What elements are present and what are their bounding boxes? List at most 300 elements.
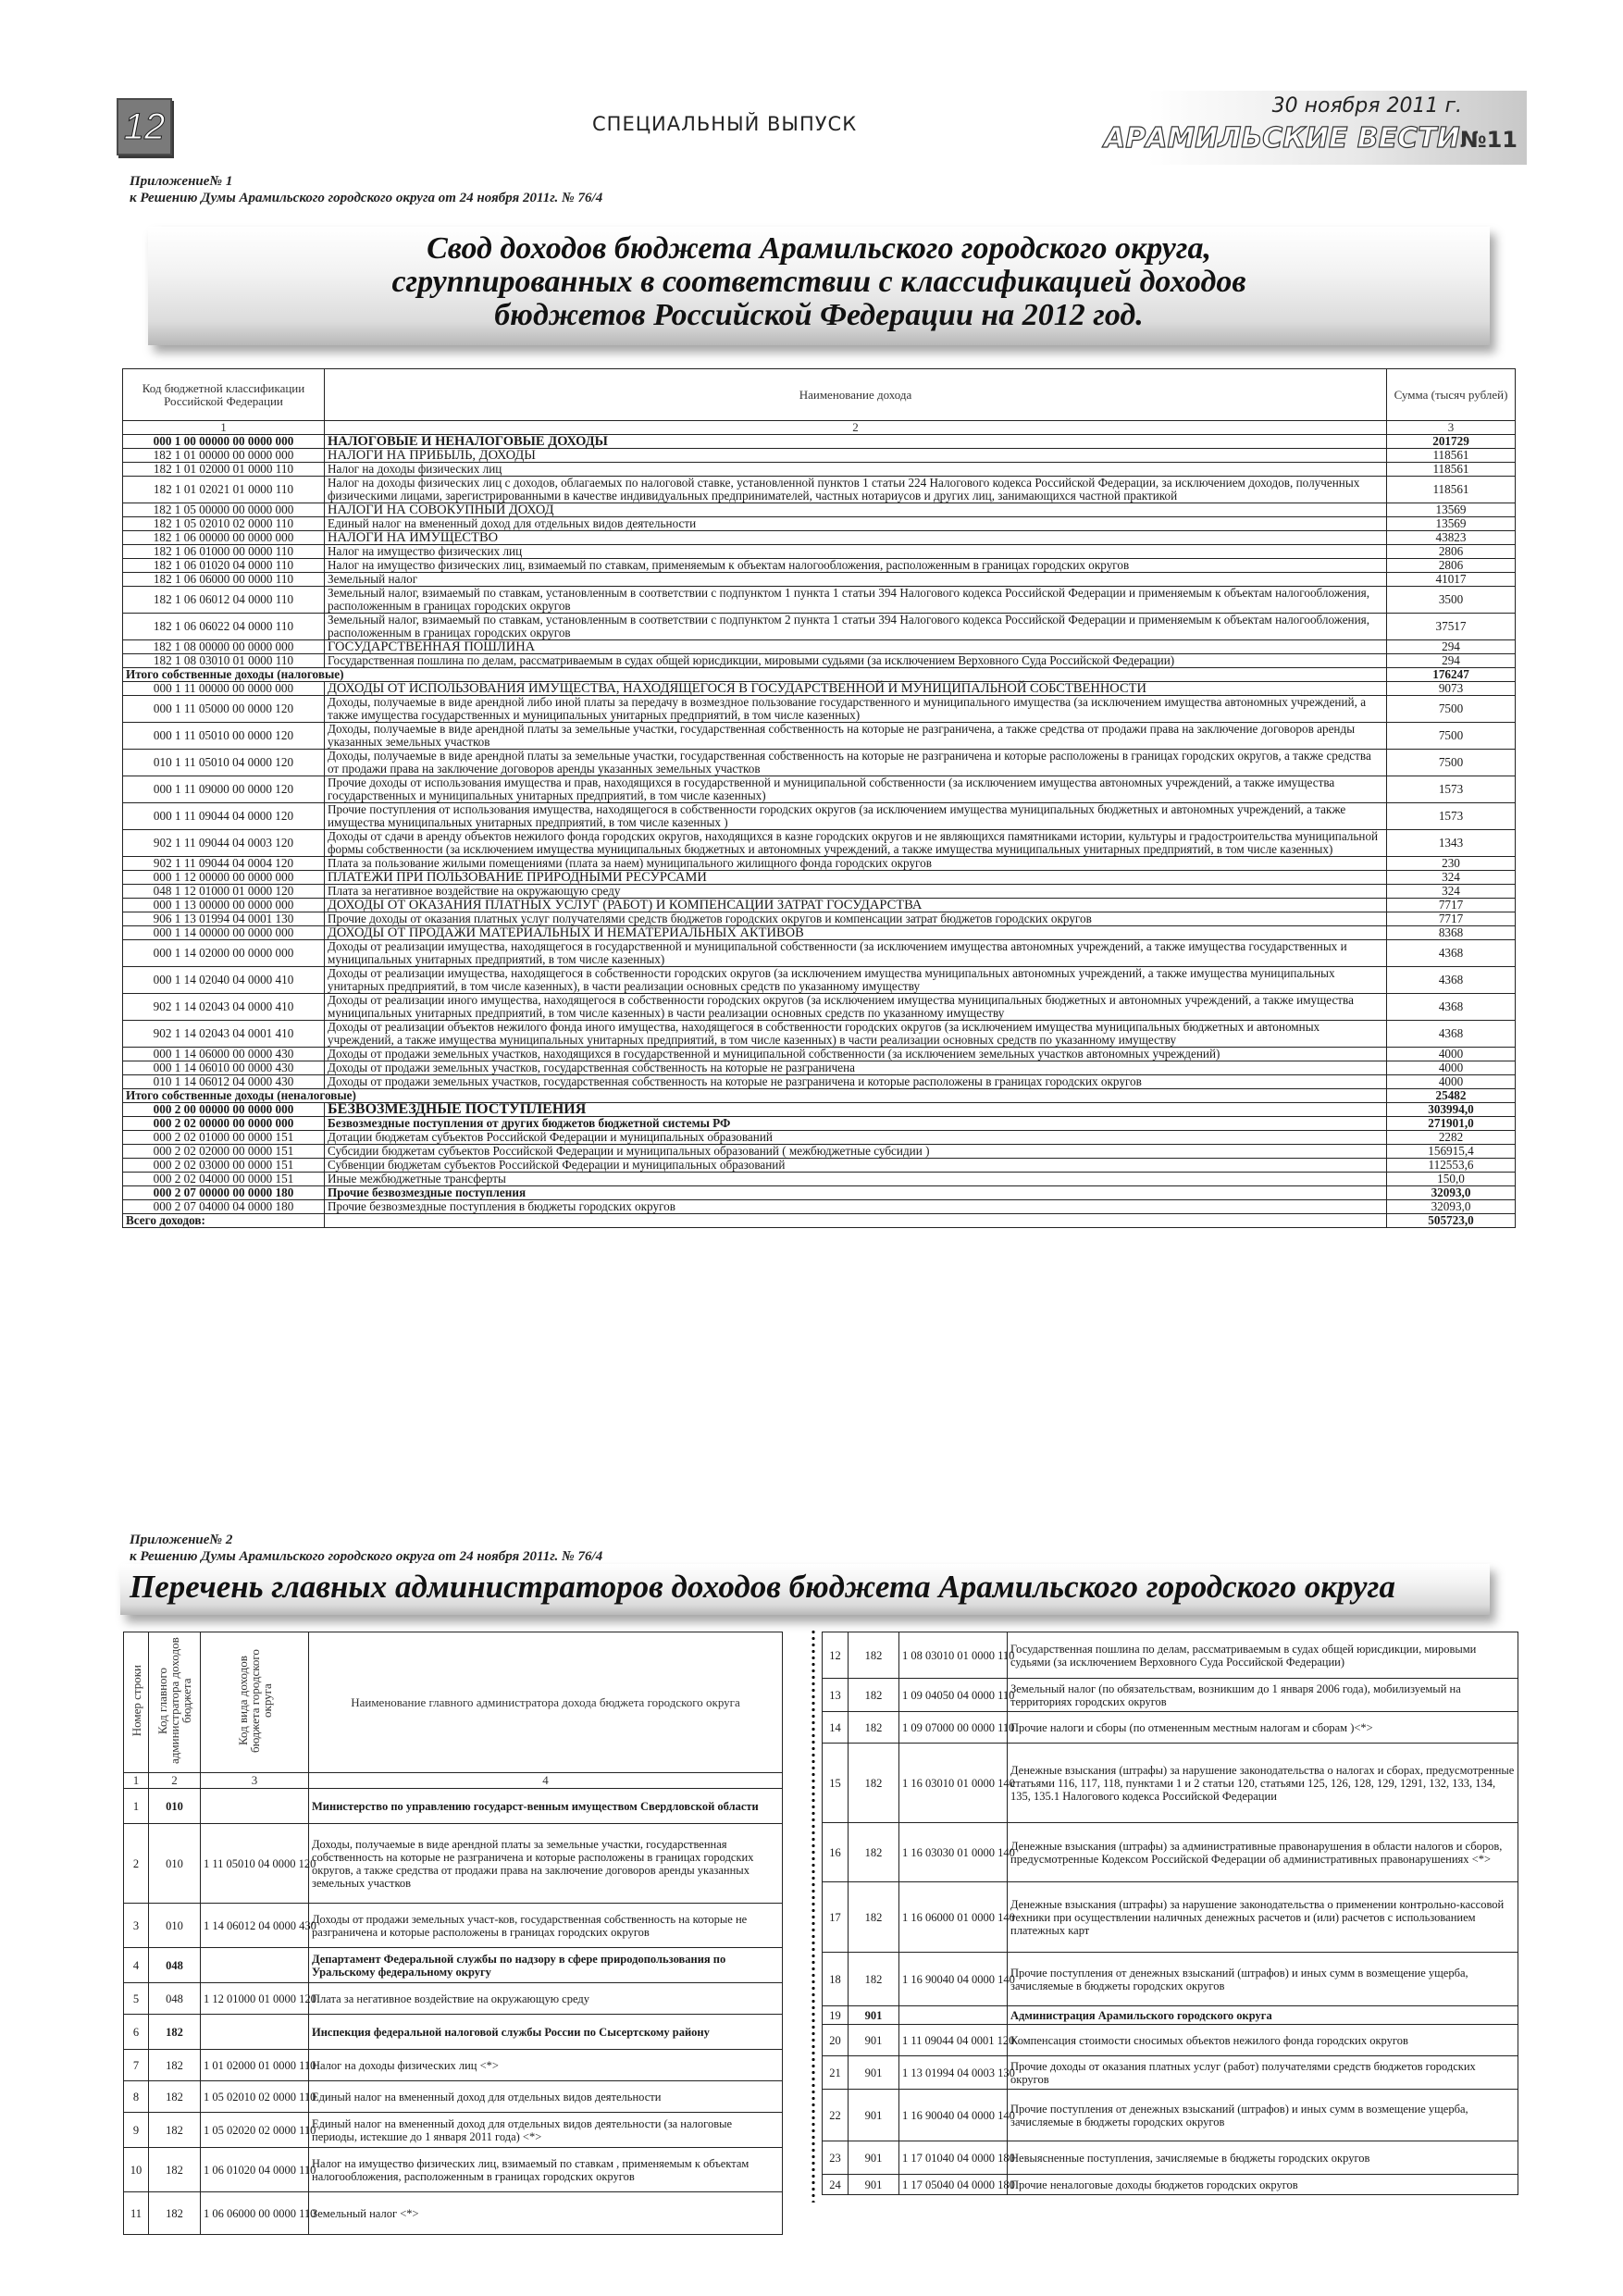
table-row	[124, 1983, 783, 2015]
income-summary-table	[122, 368, 1516, 1228]
row-code: 000 1 12 00000 00 0000 000	[123, 871, 325, 885]
row-amount: 118561	[1387, 463, 1516, 477]
row-number: 11	[124, 2192, 149, 2235]
row-admin-name: Прочие поступления от денежных взысканий (штрафов) и иных сумм в возмещение ущерба, зачисляемые в бюджеты городских округов	[1008, 2090, 1518, 2141]
row-number: 20	[823, 2025, 849, 2056]
row-admin-code: 901	[849, 2175, 899, 2195]
row-number: 12	[823, 1632, 849, 1679]
row-amount: 4368	[1387, 994, 1516, 1021]
title-line: сгруппированных в соответствии с классификацией доходов	[391, 265, 1246, 299]
row-admin-name: Администрация Арамильского городского округа	[1008, 2006, 1518, 2025]
row-income-code: 1 11 05010 04 0000 120	[201, 1824, 309, 1904]
row-admin-name: Департамент Федеральной службы по надзору в сфере природопользования по Уральскому федеральному округу	[309, 1948, 783, 1983]
column-header-income-code: Код вида доходов бюджета городского округа	[201, 1632, 309, 1773]
row-amount: 150,0	[1387, 1173, 1516, 1186]
row-amount: 294	[1387, 654, 1516, 668]
row-income-code: 1 05 02020 02 0000 110	[201, 2113, 309, 2148]
column-header-row-number: Номер строки	[124, 1632, 149, 1773]
administrators-table-right	[822, 1632, 1518, 2195]
row-name: Налог на имущество физических лиц, взимаемый по ставкам, применяемым к объектам налогообложения, расположенным в границах городских округов	[325, 559, 1387, 573]
row-name: Прочие безвозмездные поступления в бюджеты городских округов	[325, 1200, 1387, 1214]
row-code: 048 1 12 01000 01 0000 120	[123, 885, 325, 899]
table-row	[823, 2025, 1518, 2056]
column-header-admin-code: Код главного администратора доходов бюджета	[149, 1632, 201, 1773]
column-header-name: Наименование дохода	[325, 369, 1387, 421]
row-number: 13	[823, 1679, 849, 1712]
table-row	[123, 463, 1516, 477]
row-amount: 2282	[1387, 1131, 1516, 1145]
row-code: 000 1 11 09044 04 0000 120	[123, 803, 325, 830]
row-admin-code: 182	[149, 2050, 201, 2081]
row-admin-name: Прочие налоги и сборы (по отмененным местным налогам и сборам )<*>	[1008, 1712, 1518, 1744]
column-header-code: Код бюджетной классификации Российской Федерации	[123, 369, 325, 421]
row-admin-code: 901	[849, 2025, 899, 2056]
row-code: 000 1 00 00000 00 0000 000	[123, 435, 325, 449]
row-amount: 13569	[1387, 517, 1516, 531]
table-row	[123, 750, 1516, 776]
row-income-code: 1 01 02000 01 0000 110	[201, 2050, 309, 2081]
row-name: ДОХОДЫ ОТ ПРОДАЖИ МАТЕРИАЛЬНЫХ И НЕМАТЕРИАЛЬНЫХ АКТИВОВ	[325, 926, 1387, 940]
table-row	[124, 2113, 783, 2148]
row-code: 000 1 11 05000 00 0000 120	[123, 696, 325, 723]
table-row	[123, 1131, 1516, 1145]
row-admin-code: 901	[849, 2006, 899, 2025]
row-name: ПЛАТЕЖИ ПРИ ПОЛЬЗОВАНИЕ ПРИРОДНЫМИ РЕСУРСАМИ	[325, 871, 1387, 885]
row-admin-name: Единый налог на вмененный доход для отдельных видов деятельности	[309, 2081, 783, 2113]
row-name: Налог на доходы физических лиц с доходов, облагаемых по налоговой ставке, установленной пунктов 1 статьи 224 Налогового кодекса Российской Федерации, за исключением доходов, полученных физическими лицами, зарегистрированными в качестве индивидуальных предпринимателей, частных нотариусов и других лиц, занимающихся частной практикой	[325, 477, 1387, 503]
row-code: 902 1 11 09044 04 0003 120	[123, 830, 325, 857]
row-income-code	[201, 2015, 309, 2050]
issue-label: СПЕЦИАЛЬНЫЙ ВЫПУСК	[592, 113, 858, 135]
table-row	[123, 1117, 1516, 1131]
row-amount: 324	[1387, 871, 1516, 885]
row-code: 906 1 13 01994 04 0001 130	[123, 912, 325, 926]
row-number: 24	[823, 2175, 849, 2195]
row-amount: 112553,6	[1387, 1159, 1516, 1173]
row-number: 9	[124, 2113, 149, 2148]
table-row	[123, 1048, 1516, 1061]
row-amount: 118561	[1387, 477, 1516, 503]
row-admin-code: 901	[849, 2090, 899, 2141]
table-row	[123, 531, 1516, 545]
table-row	[123, 803, 1516, 830]
table-row	[123, 1145, 1516, 1159]
row-amount: 4000	[1387, 1061, 1516, 1075]
row-number: 3	[124, 1904, 149, 1948]
row-amount: 3500	[1387, 587, 1516, 614]
row-admin-code: 182	[149, 2192, 201, 2235]
row-number: 4	[124, 1948, 149, 1983]
row-name: Доходы, получаемые в виде арендной либо иной платы за передачу в возмездное пользование государственного и муниципального имущества (за исключением имущества автономных учреждений, а также имущества государственных и муниципальных унитарных предприятий, в том числе казенных)	[325, 696, 1387, 723]
table-row	[123, 449, 1516, 463]
row-amount: 37517	[1387, 614, 1516, 640]
row-amount: 4368	[1387, 1021, 1516, 1048]
masthead	[1104, 91, 1527, 165]
row-income-code: 1 11 09044 04 0001 120	[899, 2025, 1008, 2056]
row-code: 182 1 06 01000 00 0000 110	[123, 545, 325, 559]
row-name: НАЛОГИ НА ИМУЩЕСТВО	[325, 531, 1387, 545]
row-name: ДОХОДЫ ОТ ОКАЗАНИЯ ПЛАТНЫХ УСЛУГ (РАБОТ) И КОМПЕНСАЦИИ ЗАТРАТ ГОСУДАРСТВА	[325, 899, 1387, 912]
row-amount: 13569	[1387, 503, 1516, 517]
row-name: НАЛОГИ НА ПРИБЫЛЬ, ДОХОДЫ	[325, 449, 1387, 463]
row-code: 182 1 06 06000 00 0000 110	[123, 573, 325, 587]
row-name: Безвозмездные поступления от других бюджетов бюджетной системы РФ	[325, 1117, 1387, 1131]
administrators-right-body	[823, 1632, 1518, 2195]
table-row	[124, 2015, 783, 2050]
row-code: 000 2 02 04000 00 0000 151	[123, 1173, 325, 1186]
row-code: 182 1 05 00000 00 0000 000	[123, 503, 325, 517]
table-row	[823, 2006, 1518, 2025]
row-amount: 303994,0	[1387, 1103, 1516, 1117]
appendix-1-label: Приложение№ 1	[130, 174, 233, 189]
row-code: 182 1 01 02000 01 0000 110	[123, 463, 325, 477]
row-admin-name: Денежные взыскания (штрафы) за административные правонарушения в области налогов и сборов, предусмотренные Кодексом Российской Федерации об административных правонарушениях <*>	[1008, 1823, 1518, 1882]
row-amount: 1343	[1387, 830, 1516, 857]
table-row	[123, 1159, 1516, 1173]
row-admin-name: Единый налог на вмененный доход для отдельных видов деятельности (за налоговые периоды, истекшие до 1 января 2011 года) <*>	[309, 2113, 783, 2148]
administrators-left-body	[124, 1789, 783, 2235]
row-income-code: 1 16 03010 01 0000 140	[899, 1744, 1008, 1823]
row-amount: 7500	[1387, 696, 1516, 723]
row-number: 23	[823, 2141, 849, 2175]
row-admin-name: Прочие доходы от оказания платных услуг (работ) получателями средств бюджетов городских округов	[1008, 2056, 1518, 2090]
row-number: 7	[124, 2050, 149, 2081]
row-name: Доходы от реализации имущества, находящегося в собственности городских округов (за исключением имущества муниципальных автономных учреждений, а также имущества муниципальных унитарных предприятий, в том числе казенных), в части реализации основных средств по указанному имуществу	[325, 967, 1387, 994]
row-amount: 7500	[1387, 723, 1516, 750]
row-name: Доходы от реализации объектов нежилого фонда иного имущества, находящегося в собственности городских округов (за исключением имущества муниципальных бюджетных и автономных учреждений, а также имущества муниципальных унитарных предприятий, в том числе казенных) в части реализации основных средств по указанному имуществу	[325, 1021, 1387, 1048]
row-amount: 7717	[1387, 899, 1516, 912]
row-name: Земельный налог	[325, 573, 1387, 587]
row-code: 000 1 14 02040 04 0000 410	[123, 967, 325, 994]
row-code: 010 1 14 06012 04 0000 430	[123, 1075, 325, 1089]
column-number: 1	[123, 421, 325, 435]
table-row	[123, 994, 1516, 1021]
income-summary-body	[123, 435, 1516, 1228]
row-admin-code: 182	[849, 1679, 899, 1712]
row-admin-code: 010	[149, 1824, 201, 1904]
table-row	[123, 899, 1516, 912]
row-number: 15	[823, 1744, 849, 1823]
table-row	[823, 2141, 1518, 2175]
row-admin-name: Компенсация стоимости сносимых объектов нежилого фонда городских округов	[1008, 2025, 1518, 2056]
row-name: Доходы от сдачи в аренду объектов нежилого фонда городских округов, находящихся в казне городских округов и не являющихся памятниками истории, культуры и градостроительства муниципальной формы собственности (за исключением имущества муниципальных бюджетных и автономных учреждений, а также имущества муниципальных унитарных предприятий, в том числе казенных)	[325, 830, 1387, 857]
row-label: Всего доходов:	[123, 1214, 325, 1228]
table-row	[123, 940, 1516, 967]
row-name: Доходы от продажи земельных участков, государственная собственность на которые не разграничена и которые расположены в границах городских округов	[325, 1075, 1387, 1089]
row-number: 19	[823, 2006, 849, 2025]
row-number: 14	[823, 1712, 849, 1744]
table-row	[123, 1214, 1516, 1228]
row-amount: 41017	[1387, 573, 1516, 587]
row-amount: 176247	[1387, 668, 1516, 682]
table-row	[123, 885, 1516, 899]
table-row	[123, 1075, 1516, 1089]
table-row	[823, 1882, 1518, 1953]
table-row	[123, 696, 1516, 723]
row-admin-name: Денежные взыскания (штрафы) за нарушение законодательства о налогах и сборах, предусмотренные статьями 116, 117, 118, пунктами 1 и 2 статьи 120, статьями 125, 126, 128, 129, 1291, 132, 133, 134, 135, 135.1 Налогового кодекса Российской Федерации	[1008, 1744, 1518, 1823]
table-row	[823, 2175, 1518, 2195]
row-amount: 118561	[1387, 449, 1516, 463]
row-code: 010 1 11 05010 04 0000 120	[123, 750, 325, 776]
row-amount: 7717	[1387, 912, 1516, 926]
row-name: Единый налог на вмененный доход для отдельных видов деятельности	[325, 517, 1387, 531]
column-number: 3	[201, 1773, 309, 1789]
row-name: Налог на доходы физических лиц	[325, 463, 1387, 477]
administrators-table-left	[123, 1632, 783, 2235]
table-row	[123, 668, 1516, 682]
row-code: 182 1 05 02010 02 0000 110	[123, 517, 325, 531]
row-number: 1	[124, 1789, 149, 1824]
row-admin-code: 182	[849, 1712, 899, 1744]
column-number: 1	[124, 1773, 149, 1789]
table-row	[124, 1824, 783, 1904]
row-admin-code: 010	[149, 1789, 201, 1824]
row-admin-name: Земельный налог (по обязательствам, возникшим до 1 января 2006 года), мобилизуемый на территориях городских округов	[1008, 1679, 1518, 1712]
row-admin-code: 182	[149, 2081, 201, 2113]
row-admin-code: 182	[849, 1823, 899, 1882]
row-amount: 4368	[1387, 967, 1516, 994]
column-divider	[812, 1629, 815, 2203]
row-name: Доходы, получаемые в виде арендной платы за земельные участки, государственная собственность на которые не разграничена и которые расположены в границах городских округов, а также средства от продажи права на заключение договоров аренды указанных земельных участков	[325, 750, 1387, 776]
row-income-code: 1 17 05040 04 0000 180	[899, 2175, 1008, 2195]
appendix-1-title	[148, 227, 1490, 332]
table-row	[123, 857, 1516, 871]
row-amount: 4000	[1387, 1075, 1516, 1089]
table-row	[123, 682, 1516, 696]
row-amount: 2806	[1387, 559, 1516, 573]
row-name: ГОСУДАРСТВЕННАЯ ПОШЛИНА	[325, 640, 1387, 654]
table-row	[123, 545, 1516, 559]
row-code: 000 2 02 00000 00 0000 000	[123, 1117, 325, 1131]
row-amount: 32093,0	[1387, 1186, 1516, 1200]
row-code: 182 1 01 00000 00 0000 000	[123, 449, 325, 463]
row-admin-code: 182	[149, 2015, 201, 2050]
row-income-code: 1 09 04050 04 0000 110	[899, 1679, 1008, 1712]
row-amount: 271901,0	[1387, 1117, 1516, 1131]
row-name: Государственная пошлина по делам, рассматриваемым в судах общей юрисдикции, мировыми судьями (за исключением Верховного Суда Российской Федерации)	[325, 654, 1387, 668]
row-code: 000 1 13 00000 00 0000 000	[123, 899, 325, 912]
row-code: 000 2 07 00000 00 0000 180	[123, 1186, 325, 1200]
row-admin-code: 901	[849, 2056, 899, 2090]
table-row	[123, 503, 1516, 517]
row-name: Субвенции бюджетам субъектов Российской Федерации и муниципальных образований	[325, 1159, 1387, 1173]
row-name: Земельный налог, взимаемый по ставкам, установленным в соответствии с подпунктом 2 пункта 1 статьи 394 Налогового кодекса Российской Федерации и применяемым к объектам налогообложения, расположенным в границах городских округов	[325, 614, 1387, 640]
row-name: Налог на имущество физических лиц	[325, 545, 1387, 559]
row-code: 000 1 14 06000 00 0000 430	[123, 1048, 325, 1061]
row-code: 000 2 02 01000 00 0000 151	[123, 1131, 325, 1145]
table-row	[123, 1103, 1516, 1117]
row-amount: 32093,0	[1387, 1200, 1516, 1214]
row-code: 182 1 06 06012 04 0000 110	[123, 587, 325, 614]
row-code: 000 1 14 00000 00 0000 000	[123, 926, 325, 940]
table-row	[123, 614, 1516, 640]
row-income-code: 1 09 07000 00 0000 110	[899, 1712, 1008, 1744]
row-code: 000 2 02 03000 00 0000 151	[123, 1159, 325, 1173]
row-income-code	[201, 1789, 309, 1824]
row-admin-name: Денежные взыскания (штрафы) за нарушение законодательства о применении контрольно-кассовой техники при осуществлении наличных денежных расчетов и (или) расчетов с использованием платежных карт	[1008, 1882, 1518, 1953]
row-amount: 1573	[1387, 803, 1516, 830]
appendix-2-note	[130, 1532, 602, 1565]
row-name: Доходы от реализации иного имущества, находящегося в собственности городских округов (за исключением имущества муниципальных бюджетных и автономных учреждений, а также имущества муниципальных унитарных предприятий, в том числе казенных) в части реализации основных средств по указанному имуществу	[325, 994, 1387, 1021]
row-admin-code: 182	[149, 2113, 201, 2148]
newspaper-title	[1104, 122, 1518, 155]
row-name	[325, 1214, 1387, 1228]
table-row	[124, 2050, 783, 2081]
row-admin-name: Налог на имущество физических лиц, взимаемый по ставкам , применяемым к объектам налогообложения, расположенным в границах городских округов	[309, 2148, 783, 2192]
row-income-code: 1 12 01000 01 0000 120	[201, 1983, 309, 2015]
row-code: 000 1 14 06010 00 0000 430	[123, 1061, 325, 1075]
row-name: Плата за пользование жилыми помещениями (плата за наем) муниципального жилищного фонда городских округов	[325, 857, 1387, 871]
row-amount: 2806	[1387, 545, 1516, 559]
appendix-2-reference: к Решению Думы Арамильского городского округа от 24 ноября 2011г. № 76/4	[130, 1549, 603, 1564]
row-admin-code: 048	[149, 1948, 201, 1983]
issue-number: №11	[1459, 127, 1518, 153]
row-code: 182 1 06 01020 04 0000 110	[123, 559, 325, 573]
table-row	[823, 1679, 1518, 1712]
table-row	[823, 1744, 1518, 1823]
table-row	[123, 435, 1516, 449]
row-admin-name: Прочие неналоговые доходы бюджетов городских округов	[1008, 2175, 1518, 2195]
table-row	[124, 2148, 783, 2192]
table-row	[123, 871, 1516, 885]
table-row	[123, 967, 1516, 994]
row-code: 000 2 02 02000 00 0000 151	[123, 1145, 325, 1159]
row-income-code	[201, 1948, 309, 1983]
appendix-1-note	[130, 173, 602, 206]
row-name: НАЛОГОВЫЕ И НЕНАЛОГОВЫЕ ДОХОДЫ	[325, 435, 1387, 449]
row-name: Дотации бюджетам субъектов Российской Федерации и муниципальных образований	[325, 1131, 1387, 1145]
row-name: Иные межбюджетные трансферты	[325, 1173, 1387, 1186]
row-code: 182 1 06 00000 00 0000 000	[123, 531, 325, 545]
row-number: 17	[823, 1882, 849, 1953]
column-number: 2	[325, 421, 1387, 435]
issue-date: 30 ноября 2011 г.	[1271, 94, 1462, 118]
row-income-code: 1 16 03030 01 0000 140	[899, 1823, 1008, 1882]
row-admin-code: 182	[849, 1953, 899, 2006]
row-admin-code: 048	[149, 1983, 201, 2015]
row-number: 21	[823, 2056, 849, 2090]
row-code: 182 1 01 02021 01 0000 110	[123, 477, 325, 503]
row-income-code	[899, 2006, 1008, 2025]
row-name: Земельный налог, взимаемый по ставкам, установленным в соответствии с подпунктом 1 пункта 1 статьи 394 Налогового кодекса Российской Федерации и применяемым к объектам налогообложения, расположенным в границах городских округов	[325, 587, 1387, 614]
appendix-1-reference: к Решению Думы Арамильского городского округа от 24 ноября 2011г. № 76/4	[130, 191, 603, 205]
row-admin-code: 901	[849, 2141, 899, 2175]
row-admin-code: 182	[849, 1744, 899, 1823]
row-amount: 4000	[1387, 1048, 1516, 1061]
row-code: 000 2 07 04000 04 0000 180	[123, 1200, 325, 1214]
table-row	[823, 1953, 1518, 2006]
row-name: Доходы от продажи земельных участков, находящихся в государственной и муниципальной собственности (за исключением земельных участков автономных учреждений)	[325, 1048, 1387, 1061]
row-income-code: 1 06 01020 04 0000 110	[201, 2148, 309, 2192]
row-admin-name: Доходы, получаемые в виде арендной платы за земельные участки, государственная собственность на которые не разграничена и которые расположены в границах городских округов, а также средства от продажи права на заключение договоров аренды указанных земельных участков	[309, 1824, 783, 1904]
table-row	[124, 2192, 783, 2235]
table-row	[124, 1789, 783, 1824]
newspaper-name: АРАМИЛЬСКИЕ ВЕСТИ	[1104, 122, 1460, 155]
table-row	[123, 912, 1516, 926]
row-amount: 25482	[1387, 1089, 1516, 1103]
table-row	[123, 559, 1516, 573]
row-income-code: 1 16 90040 04 0000 140	[899, 2090, 1008, 2141]
table-row	[123, 517, 1516, 531]
title-line: бюджетов Российской Федерации на 2012 год.	[494, 298, 1144, 332]
row-code: 182 1 08 00000 00 0000 000	[123, 640, 325, 654]
row-name: Субсидии бюджетам субъектов Российской Федерации и муниципальных образований ( межбюджетные субсидии )	[325, 1145, 1387, 1159]
row-income-code: 1 06 06000 00 0000 110	[201, 2192, 309, 2235]
row-name: Доходы от продажи земельных участков, государственная собственность на которые не разграничена	[325, 1061, 1387, 1075]
row-code: 902 1 11 09044 04 0004 120	[123, 857, 325, 871]
row-income-code: 1 16 90040 04 0000 140	[899, 1953, 1008, 2006]
appendix-1-title-banner	[148, 227, 1490, 345]
table-row	[123, 723, 1516, 750]
row-name: БЕЗВОЗМЕЗДНЫЕ ПОСТУПЛЕНИЯ	[325, 1103, 1387, 1117]
table-row	[123, 1061, 1516, 1075]
row-code: 182 1 06 06022 04 0000 110	[123, 614, 325, 640]
table-row	[123, 830, 1516, 857]
row-income-code: 1 14 06012 04 0000 430	[201, 1904, 309, 1948]
row-code: 902 1 14 02043 04 0001 410	[123, 1021, 325, 1048]
row-income-code: 1 16 06000 01 0000 140	[899, 1882, 1008, 1953]
row-name: Прочие поступления от использования имущества, находящегося в собственности городских округов (за исключением имущества муниципальных бюджетных и автономных учреждений, а также имущества муниципальных унитарных предприятий, в том числе казенных )	[325, 803, 1387, 830]
row-number: 5	[124, 1983, 149, 2015]
row-code: 182 1 08 03010 01 0000 110	[123, 654, 325, 668]
table-row	[823, 2056, 1518, 2090]
row-admin-name: Налог на доходы физических лиц <*>	[309, 2050, 783, 2081]
table-row	[123, 1200, 1516, 1214]
row-name: Прочие безвозмездные поступления	[325, 1186, 1387, 1200]
column-number: 4	[309, 1773, 783, 1789]
row-name: ДОХОДЫ ОТ ИСПОЛЬЗОВАНИЯ ИМУЩЕСТВА, НАХОДЯЩЕГОСЯ В ГОСУДАРСТВЕННОЙ И МУНИЦИПАЛЬНОЙ СОБСТВЕННОСТИ	[325, 682, 1387, 696]
row-code: 000 1 11 09000 00 0000 120	[123, 776, 325, 803]
row-admin-name: Земельный налог <*>	[309, 2192, 783, 2235]
row-admin-name: Инспекция федеральной налоговой службы России по Сысертскому району	[309, 2015, 783, 2050]
row-admin-name: Доходы от продажи земельных участ-ков, государственная собственность на которые не разграничена и которые расположены в границах городских округов	[309, 1904, 783, 1948]
row-admin-name: Министерство по управлению государст-венным имуществом Свердловской области	[309, 1789, 783, 1824]
table-row	[124, 1904, 783, 1948]
table-row	[123, 587, 1516, 614]
column-number: 3	[1387, 421, 1516, 435]
row-admin-code: 182	[149, 2148, 201, 2192]
column-header-amount: Сумма (тысяч рублей)	[1387, 369, 1516, 421]
row-amount: 294	[1387, 640, 1516, 654]
row-number: 10	[124, 2148, 149, 2192]
table-row	[123, 654, 1516, 668]
row-income-code: 1 17 01040 04 0000 180	[899, 2141, 1008, 2175]
row-admin-name: Невыясненные поступления, зачисляемые в бюджеты городских округов	[1008, 2141, 1518, 2175]
table-row	[123, 640, 1516, 654]
row-code: 000 1 11 05010 00 0000 120	[123, 723, 325, 750]
row-income-code: 1 13 01994 04 0003 130	[899, 2056, 1008, 2090]
row-income-code: 1 08 03010 01 0000 110	[899, 1632, 1008, 1679]
row-name: НАЛОГИ НА СОВОКУПНЫЙ ДОХОД	[325, 503, 1387, 517]
row-number: 6	[124, 2015, 149, 2050]
row-name: Доходы, получаемые в виде арендной платы за земельные участки, государственная собственность на которые не разграничена, а также средства от продажи права на заключение договоров аренды указанных земельных участков	[325, 723, 1387, 750]
row-number: 16	[823, 1823, 849, 1882]
row-amount: 156915,4	[1387, 1145, 1516, 1159]
row-amount: 7500	[1387, 750, 1516, 776]
row-label: Итого собственные доходы (неналоговые)	[123, 1089, 1387, 1103]
row-income-code: 1 05 02010 02 0000 110	[201, 2081, 309, 2113]
row-amount: 9073	[1387, 682, 1516, 696]
row-amount: 8368	[1387, 926, 1516, 940]
row-admin-code: 010	[149, 1904, 201, 1948]
table-row	[123, 477, 1516, 503]
appendix-2-title-banner	[120, 1564, 1490, 1615]
table-row	[123, 1021, 1516, 1048]
column-number: 2	[149, 1773, 201, 1789]
table-row	[123, 1173, 1516, 1186]
table-row	[123, 1186, 1516, 1200]
row-admin-name: Плата за негативное воздействие на окружающую среду	[309, 1983, 783, 2015]
